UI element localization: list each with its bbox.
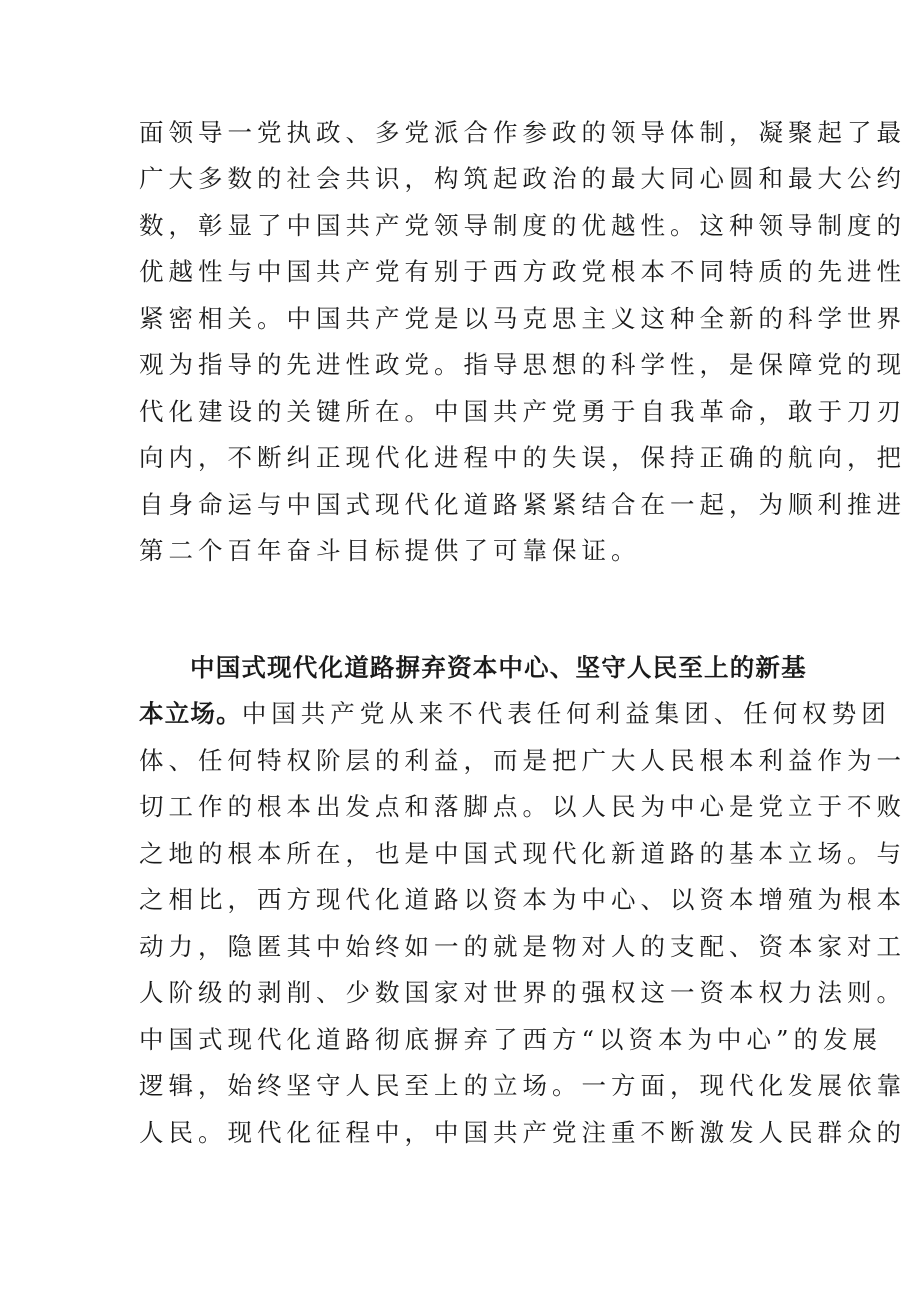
paragraph1-line-6: 观为指导的先进性政党。指导思想的科学性，是保障党的现 — [139, 350, 906, 379]
paragraph2-heading-end: 本立场。 — [139, 699, 242, 728]
paragraph1-line-3: 数，彰显了中国共产党领导制度的优越性。这种领导制度的 — [139, 211, 906, 240]
paragraph2-line-5: 之地的根本所在，也是中国式现代化新道路的基本立场。与 — [139, 839, 906, 868]
paragraph1-line-1: 面领导一党执政、多党派合作参政的领导体制，凝聚起了最 — [139, 118, 906, 147]
paragraph2-line-11: 人民。现代化征程中，中国共产党注重不断激发人民群众的 — [139, 1118, 906, 1147]
paragraph2-line-2-text: 中国共产党从来不代表任何利益集团、任何权势团 — [241, 699, 891, 728]
paragraph1-line-8: 向内，不断纠正现代化进程中的失误，保持正确的航向，把 — [139, 443, 906, 472]
paragraph2-line-7: 动力，隐匿其中始终如一的就是物对人的支配、资本家对工 — [139, 932, 906, 961]
paragraph1-line-10: 第二个百年奋斗目标提供了可靠保证。 — [139, 536, 641, 565]
paragraph1-line-4: 优越性与中国共产党有别于西方政党根本不同特质的先进性 — [139, 257, 906, 286]
paragraph2-line-4: 切工作的根本出发点和落脚点。以人民为中心是党立于不败 — [139, 792, 906, 821]
paragraph1-line-9: 自身命运与中国式现代化道路紧紧结合在一起，为顺利推进 — [139, 490, 906, 519]
paragraph1-line-5: 紧密相关。中国共产党是以马克思主义这种全新的科学世界 — [139, 304, 906, 333]
paragraph2-line-9: 中国式现代化道路彻底摒弃了西方“以资本为中心”的发展 — [139, 1025, 883, 1054]
paragraph1-line-2: 广大多数的社会共识，构筑起政治的最大同心圆和最大公约 — [139, 164, 906, 193]
paragraph2-line-2 — [139, 691, 891, 737]
paragraph2-line-6: 之相比，西方现代化道路以资本为中心、以资本增殖为根本 — [139, 885, 906, 914]
paragraph2-line-8: 人阶级的剥削、少数国家对世界的强权这一资本权力法则。 — [139, 978, 906, 1007]
paragraph2-heading-line-1: 中国式现代化道路摒弃资本中心、坚守人民至上的新基 — [190, 653, 807, 682]
paragraph1-line-7: 代化建设的关键所在。中国共产党勇于自我革命，敢于刀刃 — [139, 397, 906, 426]
paragraph2-line-3: 体、任何特权阶层的利益，而是把广大人民根本利益作为一 — [139, 746, 906, 775]
paragraph2-line-10: 逻辑，始终坚守人民至上的立场。一方面，现代化发展依靠 — [139, 1071, 906, 1100]
